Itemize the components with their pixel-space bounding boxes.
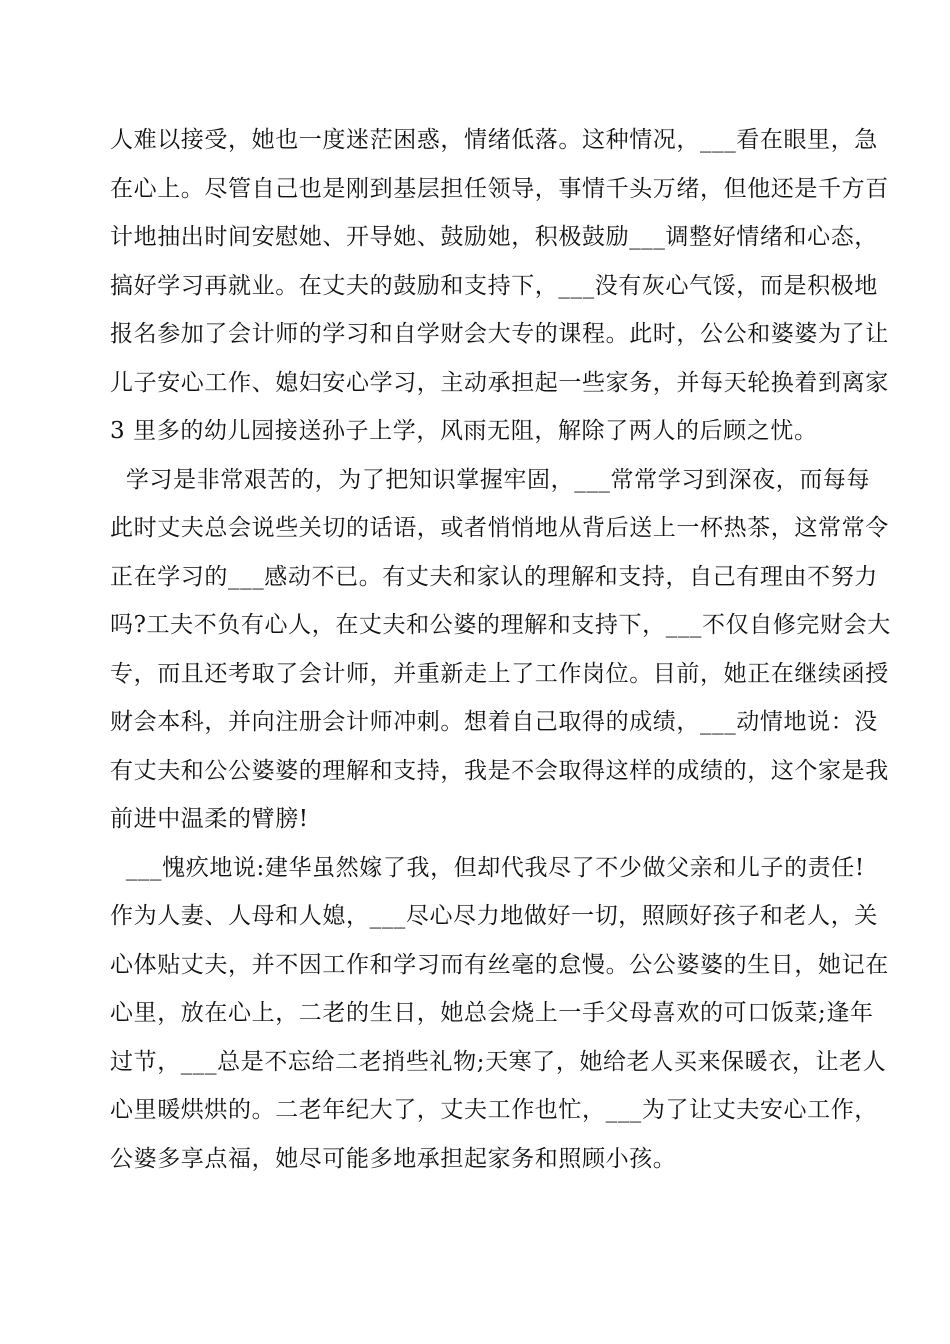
text-line: 搞好学习再就业。在丈夫的鼓励和支持下，___没有灰心气馁，而是积极地	[110, 272, 878, 299]
text-line: 儿子安心工作、媳妇安心学习，主动承担起一些家务，并每天轮换着到离家	[110, 369, 889, 396]
text-line: 有丈夫和公公婆婆的理解和支持，我是不会取得这样的成绩的，这个家是我	[110, 757, 889, 784]
text-line: ___愧疚地说:建华虽然嫁了我，但却代我尽了不少做父亲和儿子的责任!	[110, 854, 865, 881]
text-line: 心体贴丈夫，并不因工作和学习而有丝毫的怠慢。公公婆婆的生日，她记在	[110, 951, 889, 978]
text-line: 心里，放在心上，二老的生日，她总会烧上一手父母喜欢的可口饭菜;逢年	[110, 1000, 874, 1026]
text-line: 前进中温柔的臂膀!	[110, 806, 309, 832]
text-line: 报名参加了会计师的学习和自学财会大专的课程。此时，公公和婆婆为了让	[110, 321, 889, 347]
text-line: 过节，___总是不忘给二老捎些礼物;天寒了，她给老人买来保暖衣，让老人	[110, 1048, 887, 1075]
text-line: 此时丈夫总会说些关切的话语，或者悄悄地从背后送上一杯热茶，这常常令	[110, 515, 889, 541]
text-line: 作为人妻、人母和人媳，___尽心尽力地做好一切，照顾好孩子和老人，关	[110, 903, 878, 929]
text-line: 心里暖烘烘的。二老年纪大了，丈夫工作也忙，___为了让丈夫安心工作，	[110, 1097, 878, 1123]
text-line: 财会本科，并向注册会计师冲刺。想着自己取得的成绩，___动情地说：没	[110, 709, 878, 735]
text-line: 正在学习的___感动不已。有丈夫和家认的理解和支持，自己有理由不努力	[110, 563, 878, 590]
text-line: 公婆多享点福，她尽可能多地承担起家务和照顾小孩。	[110, 1145, 677, 1172]
text-line: 人难以接受，她也一度迷茫困惑，情绪低落。这种情况，___看在眼里，急	[110, 127, 878, 153]
document-body	[110, 116, 891, 1183]
text-line: 在心上。尽管自己也是刚到基层担任领导，事情千头万绪，但他还是千方百	[110, 175, 889, 202]
text-line: 专，而且还考取了会计师，并重新走上了工作岗位。目前，她正在继续函授	[110, 660, 889, 687]
text-line: 吗?工夫不负有心人，在丈夫和公婆的理解和支持下，___不仅自修完财会大	[110, 612, 891, 638]
text-line: 3 里多的幼儿园接送孙子上学，风雨无阻，解除了两人的后顾之忧。	[110, 418, 818, 444]
text-line: 学习是非常艰苦的，为了把知识掌握牢固，___常常学习到深夜，而每每	[110, 466, 871, 493]
text-line: 计地抽出时间安慰她、开导她、鼓励她，积极鼓励___调整好情绪和心态，	[110, 224, 878, 250]
